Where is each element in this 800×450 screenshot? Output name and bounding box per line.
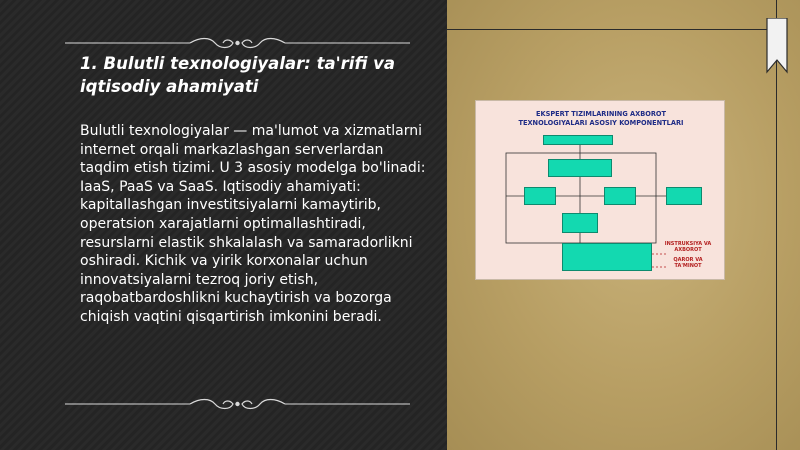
- diagram-title-line2: TEXNOLOGIYALARI ASOSIY KOMPONENTLARI: [518, 119, 684, 127]
- diagram-box-far-right: [666, 187, 702, 205]
- ornament-top-divider: [65, 36, 410, 50]
- diagram-box-left: [524, 187, 556, 205]
- frame-line-horizontal: [447, 29, 777, 30]
- slide-body-text: Bulutli texnologiyalar — ma'lumot va xizmatlarni internet orqali markazlashgan serverlardan taqdim etish tizimi. U 3 asosiy modelga bo'linadi: IaaS, PaaS va SaaS. Iqtisodiy ahamiyati: kapitallashgan investitsiyalarni kamaytirib, operatsion xarajatlarni optimallashtiradi, resurslarni elastik shkalalash va samaradorlikni oshiradi. Kichik va yirik korxonalar uchun innovatsiyalarni tezroq joriy etish, raqobatbardoshlikni kuchaytirish va bozorga chiqish vaqtini qisqartirish imkonini beradi.: [80, 123, 426, 325]
- slide-title: 1. Bulutli texnologiyalar: ta'rifi va iqtisodiy ahamiyati: [80, 54, 396, 96]
- diagram-title-line1: EKSPERT TIZIMLARINING AXBOROT: [535, 110, 667, 118]
- ornament-bottom-divider: [65, 397, 410, 411]
- diagram-legend-1: INSTRUKSIYA VA AXBOROT: [664, 241, 712, 253]
- diagram-box-center: [562, 213, 598, 233]
- bookmark-ribbon-icon: [765, 18, 789, 74]
- diagram-image: [475, 100, 725, 280]
- diagram-box-top: [543, 135, 613, 145]
- diagram-box-bottom: [562, 243, 652, 271]
- diagram-box-middle-right: [604, 187, 636, 205]
- diagram-box-upper: [548, 159, 612, 177]
- diagram-legend-2: QAROR VA TA'MINOT: [673, 257, 703, 269]
